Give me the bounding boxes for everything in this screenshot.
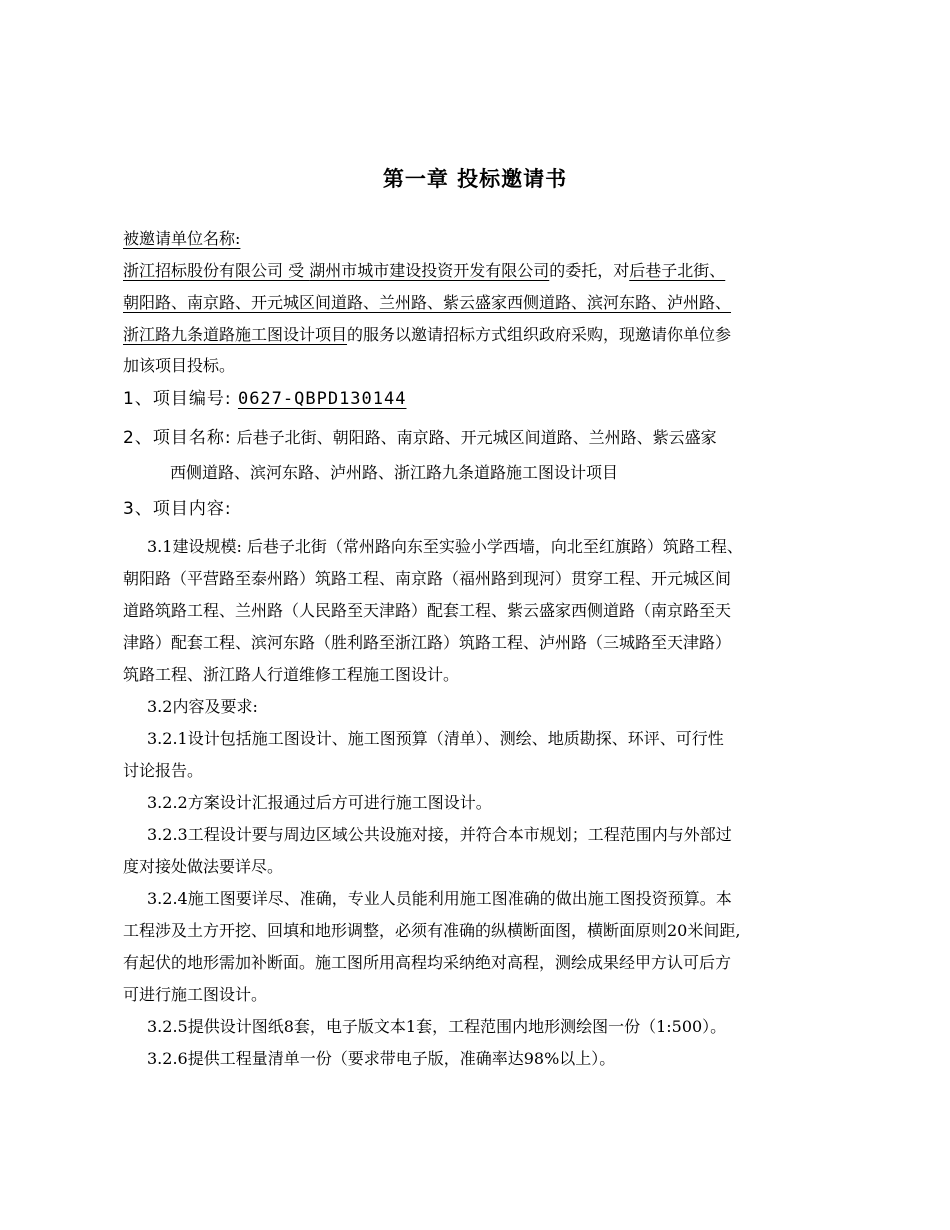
- s31-line-4: 津路）配套工程、滨河东路（胜利路至浙江路）筑路工程、泸州路（三城路至天津路）: [123, 633, 732, 652]
- s324-line-3: 有起伏的地形需加补断面。施工图所用高程均采纳绝对高程，测绘成果经甲方认可后方: [123, 953, 732, 972]
- s32-heading: 3.2内容及要求:: [147, 697, 258, 716]
- s31-line-5: 筑路工程、浙江路人行道维修工程施工图设计。: [123, 665, 460, 684]
- project-content-label: 3、项目内容:: [123, 499, 232, 519]
- client-name: 湖州市城市建设投资开发有限公司: [309, 261, 550, 280]
- s321-line-1: 3.2.1设计包括施工图设计、施工图预算（清单）、测绘、地质勘探、环评、可行性: [147, 729, 724, 748]
- s324-line-4: 可进行施工图设计。: [123, 985, 268, 1004]
- project-name-part-2: 朝阳路、南京路、开元城区间道路、兰州路、紫云盛家西侧道路、滨河东路、泸州路、: [123, 293, 732, 312]
- intro-by: 受: [283, 261, 310, 280]
- agency-name: 浙江招标股份有限公司: [123, 261, 284, 280]
- item-project-number: [123, 388, 406, 410]
- s321-line-2: 讨论报告。: [123, 761, 204, 780]
- s326: 3.2.6提供工程量清单一份（要求带电子版，准确率达98%以上）。: [147, 1049, 616, 1068]
- s31-line-1: 3.1建设规模: 后巷子北街（常州路向东至实验小学西墙，向北至红旗路）筑路工程、: [147, 537, 743, 556]
- s31-line-2: 朝阳路（平营路至泰州路）筑路工程、南京路（福州路到现河）贯穿工程、开元城区间: [123, 569, 732, 588]
- project-name-part-1: 后巷子北街、: [629, 261, 726, 280]
- invitee-label: 被邀请单位名称:: [123, 229, 241, 248]
- s31-line-3: 道路筑路工程、兰州路（人民路至天津路）配套工程、紫云盛家西侧道路（南京路至天: [123, 601, 732, 620]
- project-name-value-1: 后巷子北街、朝阳路、南京路、开元城区间道路、兰州路、紫云盛家: [236, 428, 717, 447]
- intro-line-4: 加该项目投标。: [123, 356, 236, 375]
- project-number-value: 0627-QBPD130144: [237, 389, 407, 409]
- s324-line-2: 工程涉及土方开挖、回填和地形调整，必须有准确的纵横断面图，横断面原则20米间距,: [123, 921, 741, 940]
- intro-line-1: [123, 260, 725, 282]
- intro-tail: 的服务以邀请招标方式组织政府采购，现邀请你单位参: [347, 325, 732, 344]
- intro-line-3: [123, 324, 731, 346]
- s325: 3.2.5提供设计图纸8套，电子版文本1套，工程范围内地形测绘图一份（1:500）。: [147, 1017, 727, 1036]
- s323-line-2: 度对接处做法要详尽。: [123, 857, 284, 876]
- chapter-title: 第一章 投标邀请书: [382, 167, 568, 191]
- project-name-label: 2、项目名称:: [123, 428, 232, 448]
- s322: 3.2.2方案设计汇报通过后方可进行施工图设计。: [147, 793, 492, 812]
- project-name-value-2: 西侧道路、滨河东路、泸州路、浙江路九条道路施工图设计项目: [170, 463, 619, 482]
- intro-entrust: 的委托，对: [549, 261, 630, 280]
- s324-line-1: 3.2.4施工图要详尽、准确，专业人员能利用施工图准确的做出施工图投资预算。本: [147, 889, 732, 908]
- s323-line-1: 3.2.3工程设计要与周边区域公共设施对接，并符合本市规划；工程范围内与外部过: [147, 825, 732, 844]
- project-name-part-3: 浙江路九条道路施工图设计项目: [123, 325, 348, 344]
- project-number-label: 1、项目编号:: [123, 389, 232, 409]
- item-project-name: [123, 427, 717, 449]
